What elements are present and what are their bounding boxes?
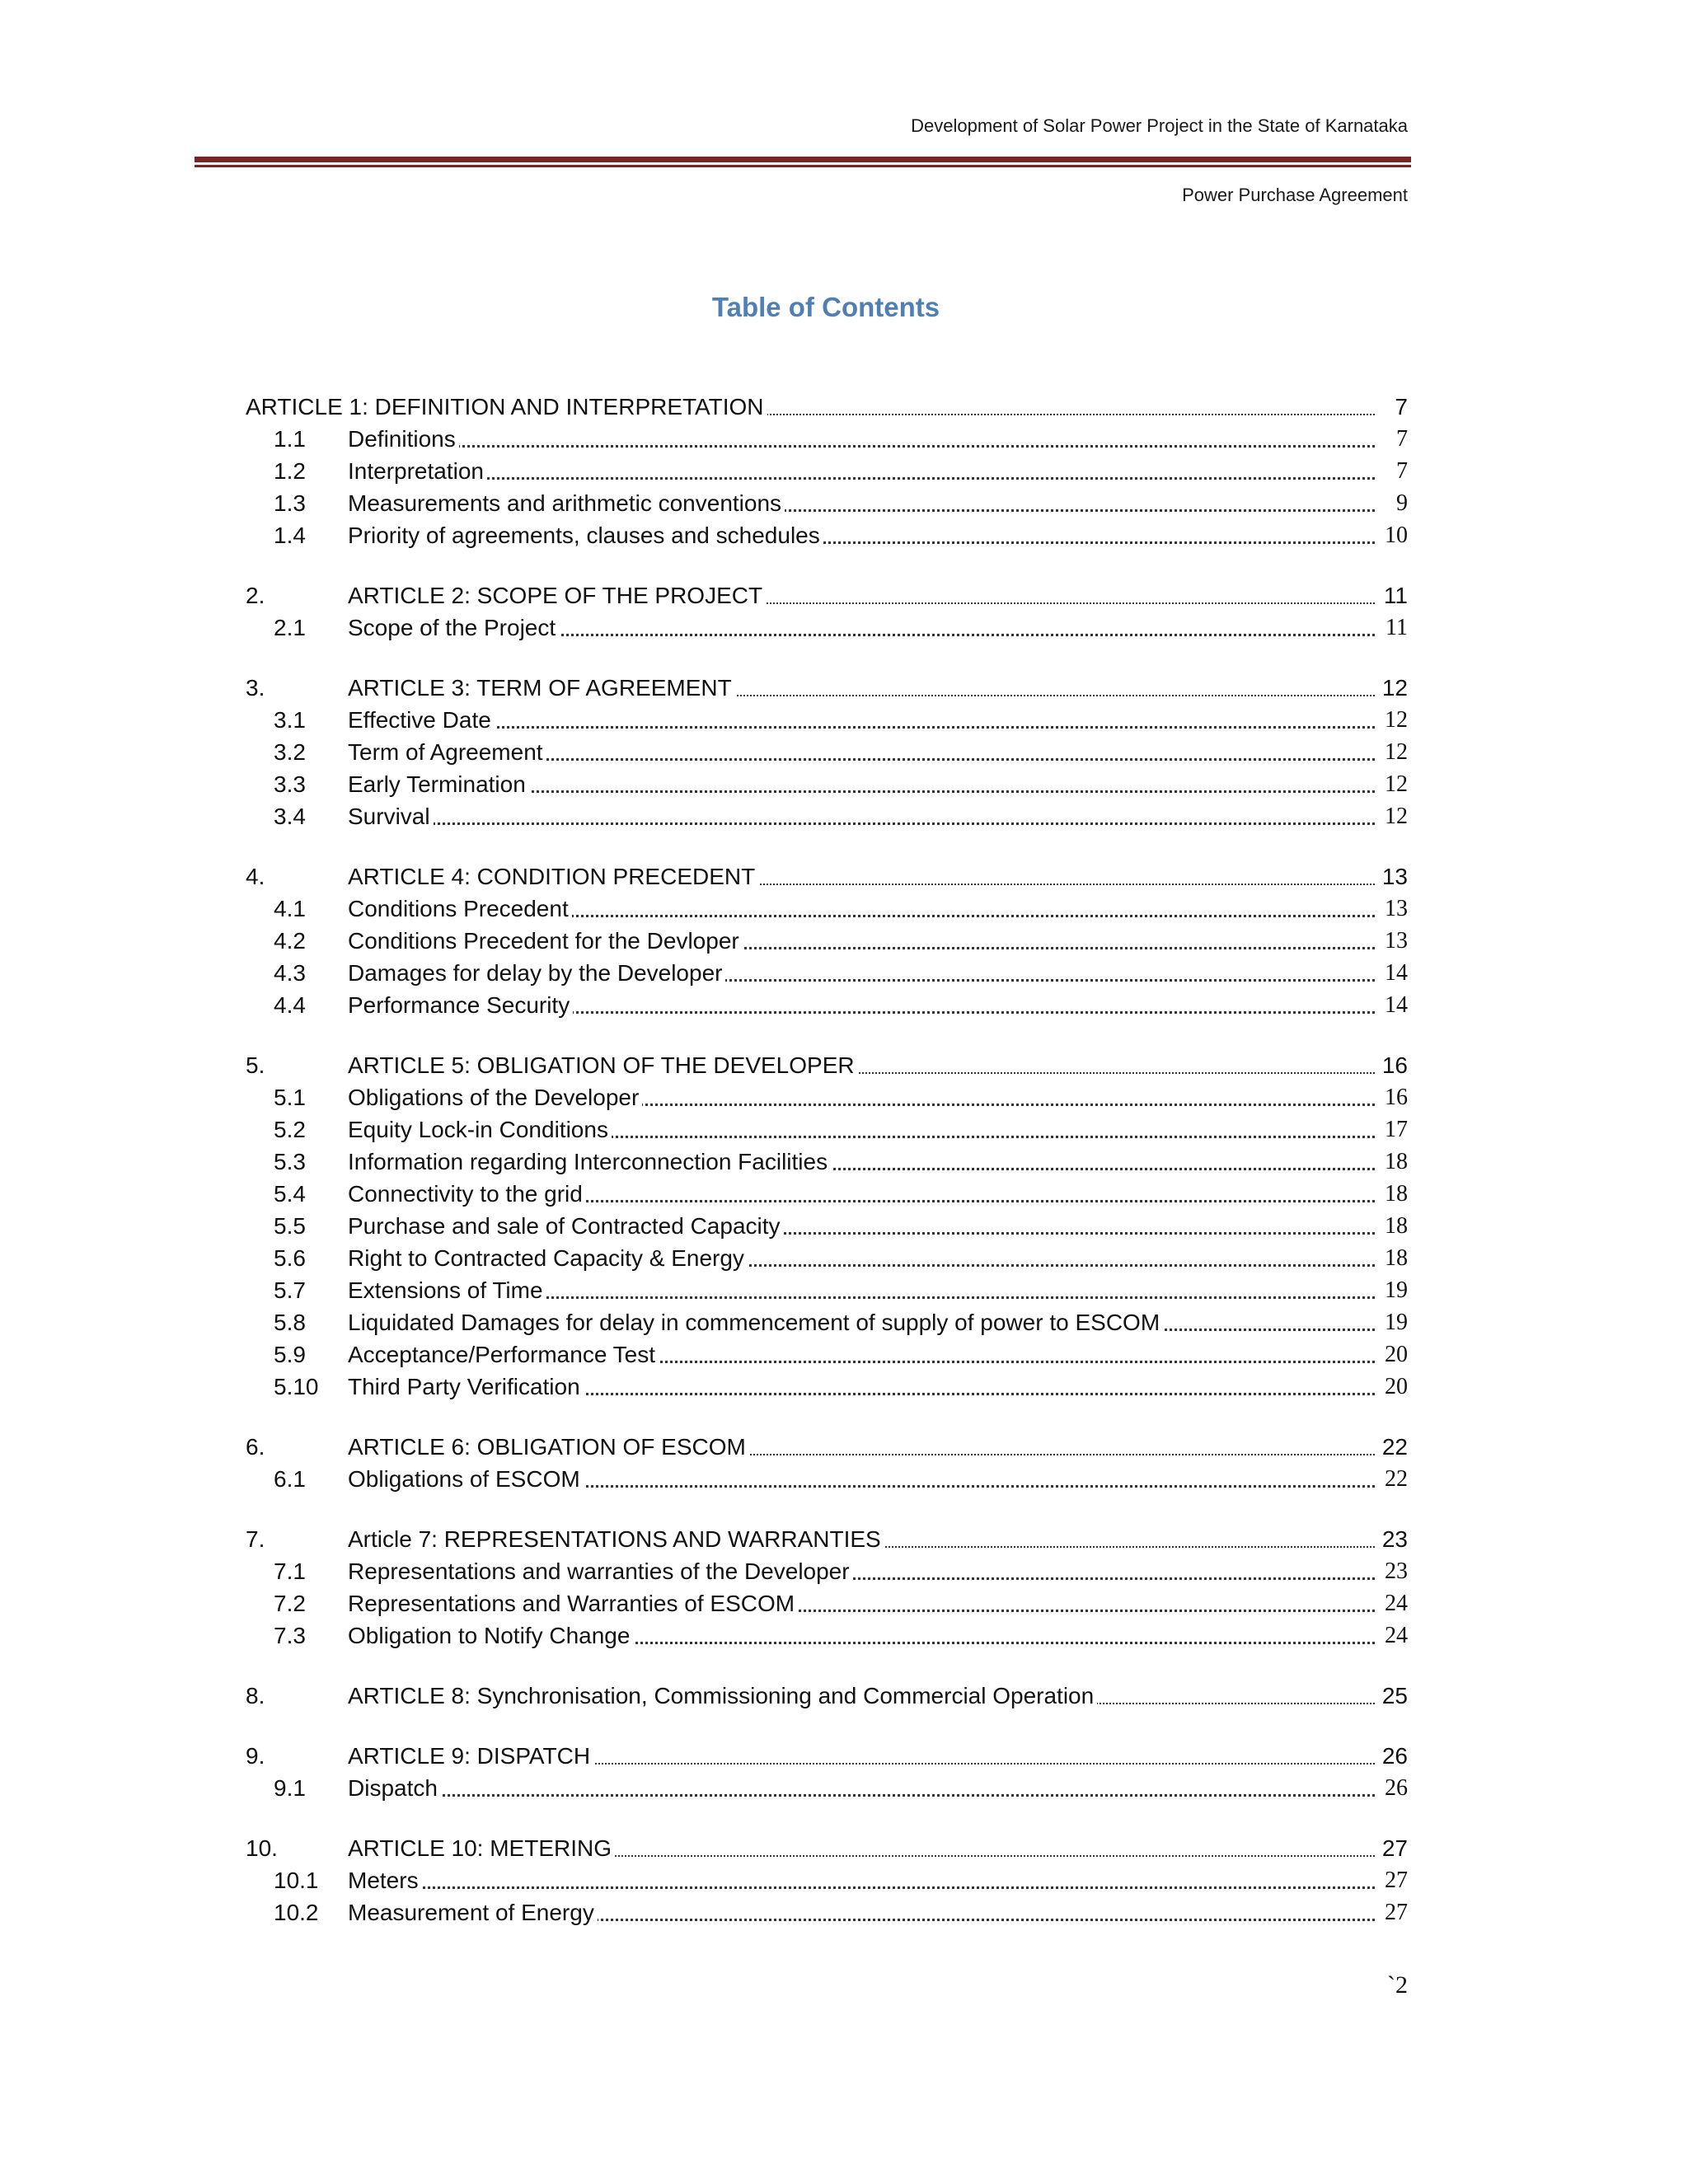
toc-entry-title: Obligations of ESCOM [348,1466,584,1492]
toc-section-entry[interactable] [246,1772,1408,1804]
toc-group-gap [246,1652,1408,1680]
toc-section-entry[interactable] [246,736,1408,768]
toc-entry-number: 7. [246,1526,265,1552]
toc-entry-number: 5. [246,1052,265,1078]
toc-entry-number: 2.1 [274,615,306,640]
toc-entry-page: 10 [1385,523,1408,548]
toc-entry-page: 23 [1385,1558,1408,1584]
toc-section-entry[interactable] [246,612,1408,644]
toc-entry-page: 12 [1385,739,1408,765]
toc-entry-leader [348,1081,1375,1113]
toc-group-gap [246,1495,1408,1523]
toc-entry-page: 19 [1385,1277,1408,1303]
toc-entry-title: Connectivity to the grid [348,1181,586,1207]
toc-entry-title: ARTICLE 10: METERING [348,1835,615,1861]
toc-entry-number: 5.7 [274,1277,306,1303]
toc-section-entry[interactable] [246,957,1408,989]
toc-entry-number: 5.9 [274,1342,306,1367]
toc-section-entry[interactable] [246,1306,1408,1338]
toc-entry-title: Extensions of Time [348,1277,546,1303]
toc-entry-title: Measurement of Energy [348,1900,598,1925]
toc-entry-title: ARTICLE 2: SCOPE OF THE PROJECT [348,583,766,608]
toc-entry-title: Obligations of the Developer [348,1085,642,1110]
toc-section-entry[interactable] [246,1338,1408,1371]
toc-entry-page: 26 [1385,1775,1408,1801]
toc-entry-leader [348,1680,1375,1712]
toc-group-gap [246,1403,1408,1431]
toc-entry-leader [348,1371,1375,1403]
toc-entry-leader [348,1740,1375,1772]
toc-entry-title: ARTICLE 1: DEFINITION AND INTERPRETATION [246,394,767,419]
toc-entry-number: 5.10 [274,1374,319,1399]
toc-article-entry[interactable] [246,1523,1408,1555]
toc-section-entry[interactable] [246,455,1408,487]
toc-entry-page: 17 [1385,1117,1408,1142]
toc-entry-page: 16 [1381,1052,1408,1078]
header-rule-thin [195,165,1411,167]
toc-entry-leader [348,800,1375,832]
toc-entry-leader [348,455,1375,487]
toc-article-entry[interactable] [246,1049,1408,1081]
toc-group-gap [246,644,1408,672]
toc-entry-title: Equity Lock-in Conditions [348,1117,612,1142]
toc-entry-number: 1.3 [274,490,306,516]
toc-entry-page: 18 [1385,1245,1408,1271]
toc-entry-title: Purchase and sale of Contracted Capacity [348,1213,784,1239]
toc-entry-page: 11 [1383,583,1408,608]
toc-entry-number: 3.2 [274,739,306,765]
toc-entry-page: 26 [1381,1743,1408,1769]
toc-section-entry[interactable] [246,989,1408,1021]
toc-entry-page: 12 [1385,771,1408,797]
toc-entry-leader [348,1242,1375,1274]
toc-entry-leader [348,768,1375,800]
toc-entry-number: 4.4 [274,992,306,1018]
toc-entry-title: Right to Contracted Capacity & Energy [348,1245,748,1271]
toc-group-gap [246,551,1408,579]
toc-entry-number: 5.2 [274,1117,306,1142]
toc-entry-leader [348,1896,1375,1929]
toc-entry-leader [348,1431,1375,1463]
toc-entry-title: ARTICLE 3: TERM OF AGREEMENT [348,675,735,701]
toc-entry-leader [348,1463,1375,1495]
toc-entry-leader [348,612,1375,644]
toc-entry-number: 1.2 [274,458,306,484]
toc-entry-leader [348,1146,1375,1178]
toc-entry-number: 3.4 [274,804,306,829]
toc-entry-leader [348,989,1375,1021]
toc-section-entry[interactable] [246,925,1408,957]
toc-entry-leader [348,1049,1375,1081]
toc-entry-title: Liquidated Damages for delay in commencement of supply of power to ESCOM [348,1310,1163,1335]
toc-article-entry[interactable] [246,860,1408,893]
header-rule-thick [195,157,1411,162]
toc-entry-leader [348,1832,1375,1864]
toc-entry-number: 9.1 [274,1775,306,1801]
toc-entry-page: 24 [1385,1623,1408,1648]
toc-article-entry[interactable] [246,391,1408,423]
toc-entry-title: ARTICLE 4: CONDITION PRECEDENT [348,864,758,889]
toc-section-entry[interactable] [246,893,1408,925]
toc-entry-title: ARTICLE 8: Synchronisation, Commissioning and Commercial Operation [348,1683,1097,1708]
toc-entry-number: 5.6 [274,1245,306,1271]
toc-entry-leader [348,1210,1375,1242]
toc-entry-page: 11 [1386,615,1408,640]
toc-entry-title: Conditions Precedent [348,896,572,921]
toc-entry-number: 6. [246,1434,265,1460]
toc-entry-page: 12 [1381,675,1408,701]
running-header-project: Development of Solar Power Project in the State of Karnataka [911,115,1408,136]
toc-article-entry[interactable] [246,1680,1408,1712]
toc-entry-page: 13 [1381,864,1408,889]
toc-entry-page: 12 [1385,804,1408,829]
toc-entry-page: 12 [1385,707,1408,733]
toc-section-entry[interactable] [246,1371,1408,1403]
toc-entry-page: 7 [1396,426,1408,452]
toc-group-gap [246,832,1408,860]
toc-entry-page: 24 [1385,1591,1408,1616]
toc-entry-number: 4. [246,864,265,889]
toc-entry-leader [348,519,1375,551]
toc-entry-page: 18 [1385,1181,1408,1207]
toc-entry-page: 20 [1385,1342,1408,1367]
toc-entry-leader [348,1523,1375,1555]
toc-entry-number: 1.1 [274,426,306,452]
toc-entry-leader [348,736,1375,768]
toc-entry-title: Survival [348,804,434,829]
toc-section-entry[interactable] [246,1274,1408,1306]
toc-article-entry[interactable] [246,672,1408,704]
toc-entry-leader [348,423,1375,455]
toc-entry-leader [348,1306,1375,1338]
toc-entry-number: 7.2 [274,1591,306,1616]
toc-entry-page: 27 [1381,1835,1408,1861]
toc-entry-title: Conditions Precedent for the Devloper [348,928,743,954]
toc-entry-title: Representations and Warranties of ESCOM [348,1591,798,1616]
toc-entry-leader [348,1772,1375,1804]
toc-entry-title: Effective Date [348,707,495,733]
toc-article-entry[interactable] [246,579,1408,612]
toc-entry-title: Scope of the Project [348,615,559,640]
toc-section-entry[interactable] [246,1896,1408,1929]
toc-entry-page: 23 [1381,1526,1408,1552]
toc-entry-title: Representations and warranties of the Developer [348,1558,853,1584]
page-number: `2 [1387,1971,1408,1999]
toc-entry-number: 9. [246,1743,265,1769]
toc-entry-number: 5.8 [274,1310,306,1335]
toc-entry-title: ARTICLE 5: OBLIGATION OF THE DEVELOPER [348,1052,858,1078]
toc-entry-number: 1.4 [274,523,306,548]
toc-entry-page: 7 [1395,394,1408,419]
toc-entry-number: 5.1 [274,1085,306,1110]
toc-entry-number: 5.3 [274,1149,306,1174]
toc-section-entry[interactable] [246,1555,1408,1587]
toc-entry-number: 7.3 [274,1623,306,1648]
toc-entry-title: Third Party Verification [348,1374,584,1399]
toc-title: Table of Contents [711,292,940,322]
toc-entry-page: 27 [1385,1868,1408,1893]
toc-group-gap [246,1712,1408,1740]
toc-entry-leader [348,925,1375,957]
toc-entry-title: ARTICLE 9: DISPATCH [348,1743,593,1769]
toc-entry-leader [348,860,1375,893]
toc-entry-number: 5.5 [274,1213,306,1239]
toc-section-entry[interactable] [246,1210,1408,1242]
toc-entry-page: 18 [1385,1149,1408,1174]
toc-section-entry[interactable] [246,1587,1408,1619]
toc-section-entry[interactable] [246,1146,1408,1178]
toc-entry-number: 2. [246,583,265,608]
toc-entry-number: 3.3 [274,771,306,797]
toc-entry-page: 14 [1385,960,1408,986]
toc-entry-title: Measurements and arithmetic conventions [348,490,785,516]
toc-entry-page: 25 [1381,1683,1408,1708]
toc-entry-page: 14 [1385,992,1408,1018]
toc-entry-title: Early Termination [348,771,529,797]
toc-entry-leader [348,1555,1375,1587]
toc-entry-leader [348,1587,1375,1619]
toc-entry-leader [246,391,1375,423]
toc-entry-page: 19 [1385,1310,1408,1335]
toc-article-entry[interactable] [246,1431,1408,1463]
toc-entry-page: 13 [1385,896,1408,921]
toc-entry-leader [348,1338,1375,1371]
toc-section-entry[interactable] [246,423,1408,455]
toc-entry-number: 3. [246,675,265,701]
toc-entry-number: 6.1 [274,1466,306,1492]
toc-entry-number: 4.1 [274,896,306,921]
toc-entry-title: Damages for delay by the Developer [348,960,725,986]
toc-entry-leader [348,1274,1375,1306]
toc-entry-number: 8. [246,1683,265,1708]
toc-section-entry[interactable] [246,768,1408,800]
toc-entry-leader [348,957,1375,989]
toc-article-entry[interactable] [246,1740,1408,1772]
toc-section-entry[interactable] [246,487,1408,519]
toc-entry-title: Information regarding Interconnection Facilities [348,1149,831,1174]
toc-entry-title: Obligation to Notify Change [348,1623,633,1648]
toc-entry-leader [348,704,1375,736]
toc-group-gap [246,1804,1408,1832]
toc-section-entry[interactable] [246,519,1408,551]
toc-article-entry[interactable] [246,1832,1408,1864]
toc-entry-page: 7 [1396,458,1408,484]
toc-entry-number: 10.1 [274,1868,319,1893]
toc-entry-number: 5.4 [274,1181,306,1207]
toc-entry-title: Definitions [348,426,459,452]
toc-entry-page: 16 [1385,1085,1408,1110]
toc-entry-leader [348,893,1375,925]
toc-entry-leader [348,487,1375,519]
toc-entry-number: 4.2 [274,928,306,954]
toc-section-entry[interactable] [246,1864,1408,1896]
toc-entry-number: 3.1 [274,707,306,733]
running-header-document: Power Purchase Agreement [1182,185,1408,205]
toc-entry-page: 18 [1385,1213,1408,1239]
toc-entry-leader [348,1113,1375,1146]
toc-entry-number: 4.3 [274,960,306,986]
toc-entry-title: Article 7: REPRESENTATIONS AND WARRANTIES [348,1526,884,1552]
toc-entry-page: 27 [1385,1900,1408,1925]
toc-entry-title: ARTICLE 6: OBLIGATION OF ESCOM [348,1434,749,1460]
toc-entry-leader [348,579,1375,612]
toc-section-entry[interactable] [246,704,1408,736]
toc-entry-page: 22 [1385,1466,1408,1492]
toc-section-entry[interactable] [246,1081,1408,1113]
toc-entry-title: Priority of agreements, clauses and schedules [348,523,823,548]
toc-entry-title: Interpretation [348,458,487,484]
toc-entry-title: Performance Security [348,992,573,1018]
toc-section-entry[interactable] [246,1178,1408,1210]
toc-entry-page: 9 [1396,490,1408,516]
toc-entry-leader [348,1864,1375,1896]
toc-group-gap [246,1021,1408,1049]
toc-entry-title: Acceptance/Performance Test [348,1342,659,1367]
toc-entry-number: 7.1 [274,1558,306,1584]
toc-section-entry[interactable] [246,1113,1408,1146]
toc-section-entry[interactable] [246,1619,1408,1652]
table-of-contents [246,391,1408,1929]
toc-entry-title: Dispatch [348,1775,441,1801]
toc-section-entry[interactable] [246,1463,1408,1495]
toc-entry-title: Term of Agreement [348,739,546,765]
toc-entry-title: Meters [348,1868,422,1893]
header-rule [195,157,1411,167]
toc-entry-number: 10. [246,1835,278,1861]
toc-entry-page: 13 [1385,928,1408,954]
toc-section-entry[interactable] [246,800,1408,832]
toc-entry-page: 20 [1385,1374,1408,1399]
toc-entry-leader [348,672,1375,704]
toc-entry-number: 10.2 [274,1900,319,1925]
toc-section-entry[interactable] [246,1242,1408,1274]
toc-entry-leader [348,1178,1375,1210]
toc-entry-leader [348,1619,1375,1652]
toc-entry-page: 22 [1381,1434,1408,1460]
